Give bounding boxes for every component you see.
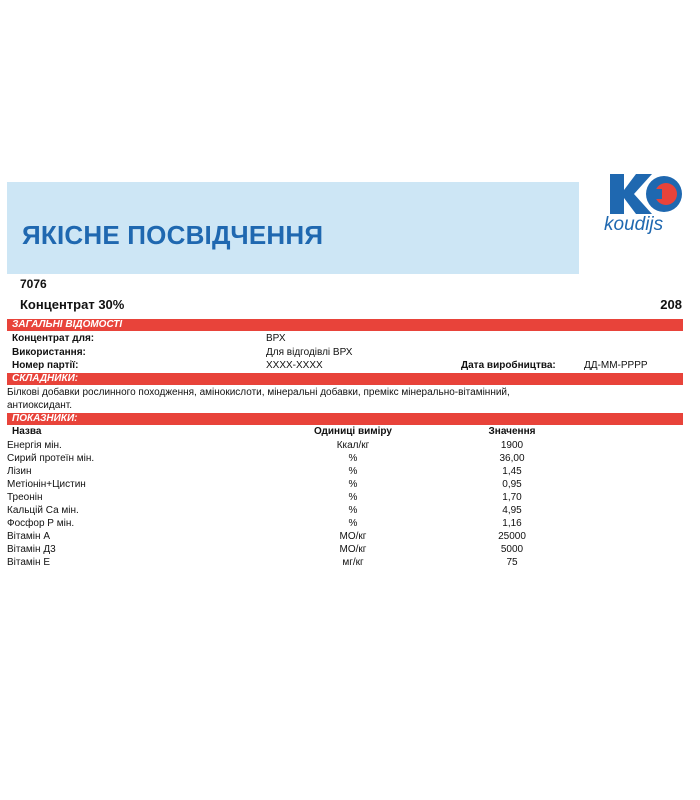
product-code: 7076 — [20, 277, 47, 291]
indicator-name: Треонін — [7, 492, 43, 503]
indicator-unit: Ккал/кг — [336, 440, 370, 451]
production-date-label: Дата виробництва: — [461, 360, 556, 371]
indicator-value: 1,16 — [502, 518, 522, 529]
indicator-value: 0,95 — [502, 479, 522, 490]
indicator-unit: МО/кг — [339, 531, 367, 542]
indicator-unit: % — [348, 466, 358, 477]
indicator-value: 1,70 — [502, 492, 522, 503]
indicator-unit: мг/кг — [342, 557, 364, 568]
indicator-name: Фосфор Р мін. — [7, 518, 75, 529]
indicator-unit: % — [348, 479, 358, 490]
indicator-name: Енергія мін. — [7, 440, 62, 451]
ingredients-text: Білкові добавки рослинного походження, амінокислоти, мінеральні добавки, премікс мінерально-вітамінний, антиоксидант. — [7, 387, 510, 411]
table-row — [0, 478, 700, 491]
usage-label: Використання: — [12, 347, 86, 358]
batch-label: Номер партії: — [12, 360, 79, 371]
indicator-name: Вітамін Д3 — [7, 544, 56, 555]
production-date-value: ДД-ММ-РРРР — [584, 360, 648, 371]
indicator-value: 1900 — [500, 440, 524, 451]
page-title: ЯКІСНЕ ПОСВІДЧЕННЯ — [22, 220, 324, 250]
column-header-value: Значення — [488, 426, 536, 437]
concentrate-for-label: Концентрат для: — [12, 333, 95, 344]
table-row — [0, 452, 700, 465]
indicator-value: 25000 — [498, 531, 526, 542]
section-ingredients-title: СКЛАДНИКИ: — [12, 373, 79, 384]
table-row — [0, 543, 700, 556]
indicator-value: 1,45 — [502, 466, 522, 477]
table-row — [0, 439, 700, 452]
section-indicators-title: ПОКАЗНИКИ: — [12, 413, 78, 424]
indicator-name: Вітамін Е — [7, 557, 50, 568]
table-row — [0, 556, 700, 569]
logo-text: koudijs — [604, 214, 664, 235]
indicator-value: 75 — [506, 557, 518, 568]
table-row — [0, 517, 700, 530]
table-row — [0, 504, 700, 517]
section-indicators-bar — [7, 413, 683, 425]
table-row — [0, 491, 700, 504]
table-row — [0, 530, 700, 543]
usage-value: Для відгодівлі ВРХ — [266, 347, 353, 358]
indicator-unit: % — [348, 492, 358, 503]
indicator-value: 36,00 — [499, 453, 525, 464]
indicator-unit: МО/кг — [339, 544, 367, 555]
column-header-unit: Одиниці виміру — [314, 426, 392, 437]
table-row — [0, 465, 700, 478]
batch-value: ХХХХ-ХХХХ — [266, 360, 323, 371]
concentrate-for-value: ВРХ — [266, 333, 286, 344]
product-name: Концентрат 30% — [20, 297, 125, 312]
indicator-name: Кальцій Са мін. — [7, 505, 79, 516]
indicator-name: Лізин — [7, 466, 32, 477]
section-general-title: ЗАГАЛЬНІ ВІДОМОСТІ — [12, 319, 123, 330]
indicator-unit: % — [348, 518, 358, 529]
indicator-unit: % — [348, 505, 358, 516]
product-number: 208 — [660, 297, 682, 312]
indicator-unit: % — [348, 453, 358, 464]
indicator-name: Метіонін+Цистин — [7, 479, 86, 490]
indicator-value: 4,95 — [502, 505, 522, 516]
section-ingredients-bar — [7, 373, 683, 385]
indicator-value: 5000 — [500, 544, 524, 555]
indicator-name: Сирий протеїн мін. — [7, 453, 95, 464]
column-header-name: Назва — [12, 426, 42, 437]
indicator-name: Вітамін А — [7, 531, 50, 542]
